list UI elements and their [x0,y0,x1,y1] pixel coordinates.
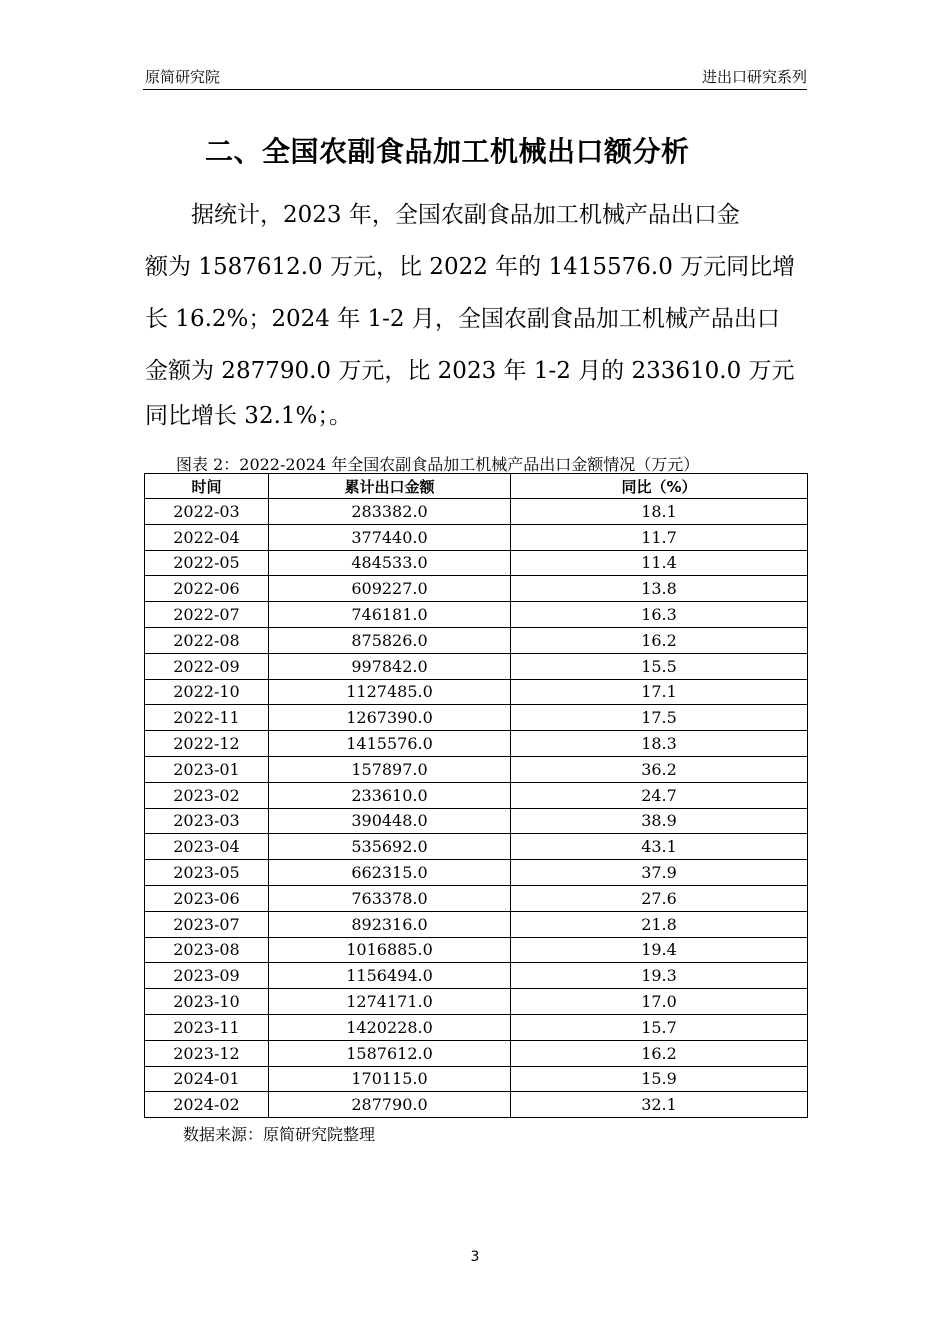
table-row [145,834,808,860]
cell-yoy: 13.8 [511,576,808,602]
cell-cumulative-export: 763378.0 [269,885,511,911]
section-heading: 二、全国农副食品加工机械出口额分析 [205,135,690,168]
cell-yoy: 11.7 [511,524,808,550]
table-row [145,782,808,808]
cell-yoy: 37.9 [511,860,808,886]
header-series-name: 进出口研究系列 [701,68,807,86]
cell-cumulative-export: 1016885.0 [269,937,511,963]
table-row [145,989,808,1015]
cell-time: 2022-03 [145,499,269,525]
cell-yoy: 18.3 [511,731,808,757]
table-row [145,1014,808,1040]
cell-time: 2023-02 [145,782,269,808]
page-number: 3 [470,1249,480,1265]
cell-yoy: 15.9 [511,1066,808,1092]
cell-yoy: 21.8 [511,911,808,937]
cell-time: 2023-03 [145,808,269,834]
paragraph-line: 额为 1587612.0 万元，比 2022 年的 1415576.0 万元同比增 [145,254,796,280]
table-row [145,1040,808,1066]
cell-time: 2022-11 [145,705,269,731]
cell-cumulative-export: 283382.0 [269,499,511,525]
cell-yoy: 27.6 [511,885,808,911]
cell-yoy: 43.1 [511,834,808,860]
cell-yoy: 19.3 [511,963,808,989]
table-row [145,911,808,937]
paragraph-line: 长 16.2%；2024 年 1-2 月，全国农副食品加工机械产品出口 [145,306,780,332]
cell-time: 2023-05 [145,860,269,886]
cell-yoy: 17.5 [511,705,808,731]
cell-cumulative-export: 1156494.0 [269,963,511,989]
header-org-name: 原简研究院 [145,68,221,86]
table-row [145,627,808,653]
cell-time: 2023-11 [145,1014,269,1040]
cell-yoy: 15.5 [511,653,808,679]
cell-time: 2022-08 [145,627,269,653]
cell-cumulative-export: 233610.0 [269,782,511,808]
cell-time: 2023-04 [145,834,269,860]
table-row [145,963,808,989]
cell-yoy: 19.4 [511,937,808,963]
cell-time: 2023-08 [145,937,269,963]
paragraph-line: 同比增长 32.1%；。 [145,403,352,429]
cell-yoy: 11.4 [511,550,808,576]
cell-time: 2023-09 [145,963,269,989]
table-row [145,1092,808,1118]
cell-time: 2022-04 [145,524,269,550]
cell-cumulative-export: 170115.0 [269,1066,511,1092]
table-row [145,756,808,782]
column-header-yoy: 同比（%） [511,474,808,499]
table-row [145,524,808,550]
data-source-note: 数据来源：原简研究院整理 [183,1125,376,1144]
cell-yoy: 18.1 [511,499,808,525]
cell-yoy: 17.1 [511,679,808,705]
cell-cumulative-export: 1420228.0 [269,1014,511,1040]
cell-cumulative-export: 535692.0 [269,834,511,860]
cell-time: 2024-02 [145,1092,269,1118]
table-row [145,705,808,731]
cell-yoy: 38.9 [511,808,808,834]
cell-cumulative-export: 484533.0 [269,550,511,576]
cell-time: 2022-07 [145,602,269,628]
cell-yoy: 16.3 [511,602,808,628]
cell-yoy: 15.7 [511,1014,808,1040]
column-header-cumulative-export: 累计出口金额 [269,474,511,499]
table-row [145,885,808,911]
table-row [145,499,808,525]
cell-time: 2023-07 [145,911,269,937]
cell-cumulative-export: 390448.0 [269,808,511,834]
cell-cumulative-export: 875826.0 [269,627,511,653]
cell-time: 2023-01 [145,756,269,782]
cell-time: 2023-12 [145,1040,269,1066]
cell-yoy: 17.0 [511,989,808,1015]
cell-cumulative-export: 1127485.0 [269,679,511,705]
export-data-table [144,473,808,1118]
cell-cumulative-export: 609227.0 [269,576,511,602]
table-row [145,731,808,757]
table-row [145,679,808,705]
cell-time: 2023-10 [145,989,269,1015]
cell-cumulative-export: 1415576.0 [269,731,511,757]
cell-cumulative-export: 1587612.0 [269,1040,511,1066]
cell-time: 2022-10 [145,679,269,705]
header-rule [143,89,807,90]
paragraph-line: 金额为 287790.0 万元，比 2023 年 1-2 月的 233610.0 万元 [145,358,795,384]
column-header-time: 时间 [145,474,269,499]
cell-time: 2022-09 [145,653,269,679]
cell-cumulative-export: 377440.0 [269,524,511,550]
table-row [145,808,808,834]
cell-yoy: 16.2 [511,1040,808,1066]
table-row [145,550,808,576]
table-row [145,576,808,602]
cell-yoy: 16.2 [511,627,808,653]
table-row [145,1066,808,1092]
cell-cumulative-export: 997842.0 [269,653,511,679]
table-row [145,602,808,628]
cell-time: 2024-01 [145,1066,269,1092]
cell-time: 2022-12 [145,731,269,757]
cell-cumulative-export: 892316.0 [269,911,511,937]
cell-yoy: 24.7 [511,782,808,808]
table-row [145,937,808,963]
paragraph-line: 据统计，2023 年，全国农副食品加工机械产品出口金 [145,202,740,228]
table-caption: 图表 2：2022-2024 年全国农副食品加工机械产品出口金额情况（万元） [176,455,700,474]
table-header-row [145,474,808,499]
cell-cumulative-export: 1274171.0 [269,989,511,1015]
cell-cumulative-export: 662315.0 [269,860,511,886]
cell-yoy: 36.2 [511,756,808,782]
cell-cumulative-export: 746181.0 [269,602,511,628]
cell-cumulative-export: 1267390.0 [269,705,511,731]
cell-cumulative-export: 157897.0 [269,756,511,782]
cell-time: 2022-05 [145,550,269,576]
cell-cumulative-export: 287790.0 [269,1092,511,1118]
cell-time: 2023-06 [145,885,269,911]
table-row [145,860,808,886]
cell-time: 2022-06 [145,576,269,602]
table-row [145,653,808,679]
cell-yoy: 32.1 [511,1092,808,1118]
